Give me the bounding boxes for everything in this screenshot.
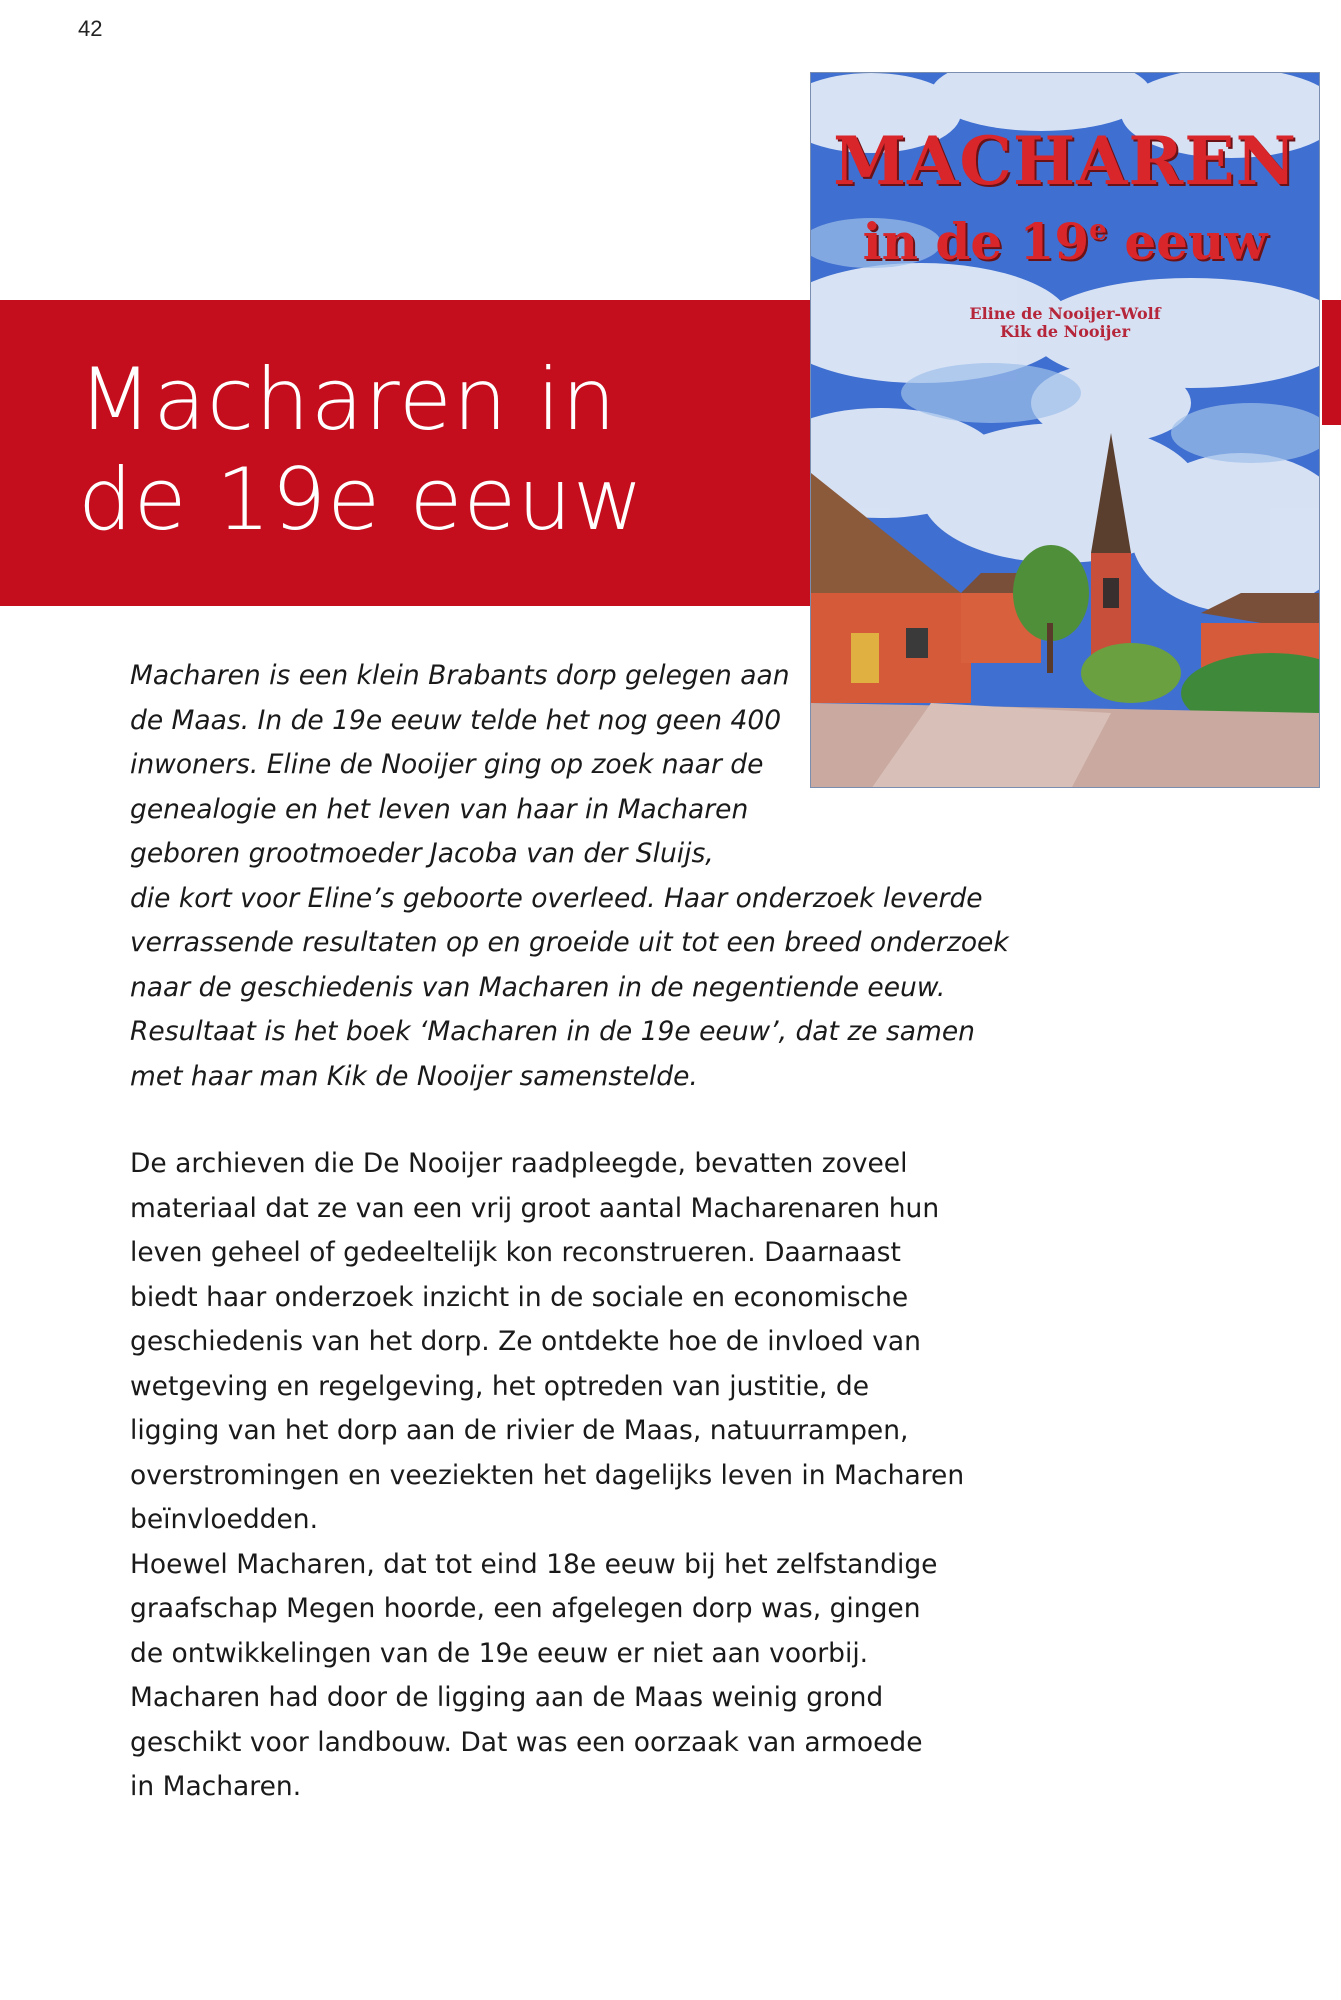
- cover-author-2: Kik de Nooijer: [999, 322, 1131, 341]
- body-line: Hoewel Macharen, dat tot eind 18e eeuw bij het zelfstandige: [130, 1548, 938, 1580]
- cover-author-1: Eline de Nooijer-Wolf: [969, 304, 1161, 323]
- cover-subtitle: [811, 201, 1319, 271]
- title-line-2: de 19e eeuw: [78, 450, 645, 550]
- cover-authors: [811, 305, 1319, 341]
- body-line: beïnvloedden.: [130, 1504, 319, 1535]
- body-line: materiaal dat ze van een vrij groot aantal Macharenaren hun: [130, 1192, 940, 1224]
- page-title: [78, 350, 798, 550]
- intro-line: verrassende resultaten op en groeide uit tot een breed onderzoek: [130, 927, 1009, 958]
- body-line: leven geheel of gedeeltelijk kon reconstrueren. Daarnaast: [130, 1237, 901, 1268]
- intro-paragraph: [130, 654, 1030, 1099]
- cover-subtitle-suffix: eeuw: [1106, 212, 1268, 271]
- cover-subtitle-prefix: in de 19: [862, 212, 1090, 271]
- intro-line: Resultaat is het boek ‘Macharen in de 19e eeuw’, dat ze samen: [130, 1016, 975, 1047]
- cover-subtitle-sup: e: [1089, 213, 1107, 246]
- body-line: geschikt voor landbouw. Dat was een oorzaak van armoede: [130, 1726, 923, 1758]
- intro-line: die kort voor Eline’s geboorte overleed. Haar onderzoek leverde: [130, 882, 983, 914]
- body-line: geschiedenis van het dorp. Ze ontdekte hoe de invloed van: [130, 1326, 921, 1357]
- body-line: ligging van het dorp aan de rivier de Maas, natuurrampen,: [130, 1415, 909, 1446]
- body-line: Macharen had door de ligging aan de Maas weinig grond: [130, 1682, 884, 1713]
- intro-line: inwoners. Eline de Nooijer ging op zoek naar de: [130, 749, 764, 780]
- intro-line: Macharen is een klein Brabants dorp gelegen aan: [130, 660, 790, 691]
- intro-line: geboren grootmoeder Jacoba van der Sluijs,: [130, 838, 714, 869]
- intro-line: naar de geschiedenis van Macharen in de negentiende eeuw.: [130, 971, 946, 1003]
- intro-line: de Maas. In de 19e eeuw telde het nog geen 400: [130, 704, 782, 736]
- body-line: biedt haar onderzoek inzicht in de sociale en economische: [130, 1281, 909, 1313]
- body-paragraph: [130, 1142, 1010, 1810]
- intro-line: met haar man Kik de Nooijer samenstelde.: [130, 1060, 698, 1092]
- body-line: graafschap Megen hoorde, een afgelegen dorp was, gingen: [130, 1593, 921, 1624]
- body-line: overstromingen en veeziekten het dagelijks leven in Macharen: [130, 1459, 965, 1491]
- body-line: de ontwikkelingen van de 19e eeuw er niet aan voorbij.: [130, 1637, 869, 1669]
- title-line-1: Macharen in: [78, 350, 618, 450]
- intro-line: genealogie en het leven van haar in Macharen: [130, 793, 749, 825]
- page-number: 42: [78, 16, 103, 41]
- body-line: wetgeving en regelgeving, het optreden van justitie, de: [130, 1370, 870, 1402]
- body-line: De archieven die De Nooijer raadpleegde, bevatten zoveel: [130, 1148, 908, 1179]
- cover-title: MACHAREN: [833, 122, 1297, 200]
- edge-color-tab: [1322, 300, 1341, 425]
- body-line: in Macharen.: [130, 1771, 302, 1802]
